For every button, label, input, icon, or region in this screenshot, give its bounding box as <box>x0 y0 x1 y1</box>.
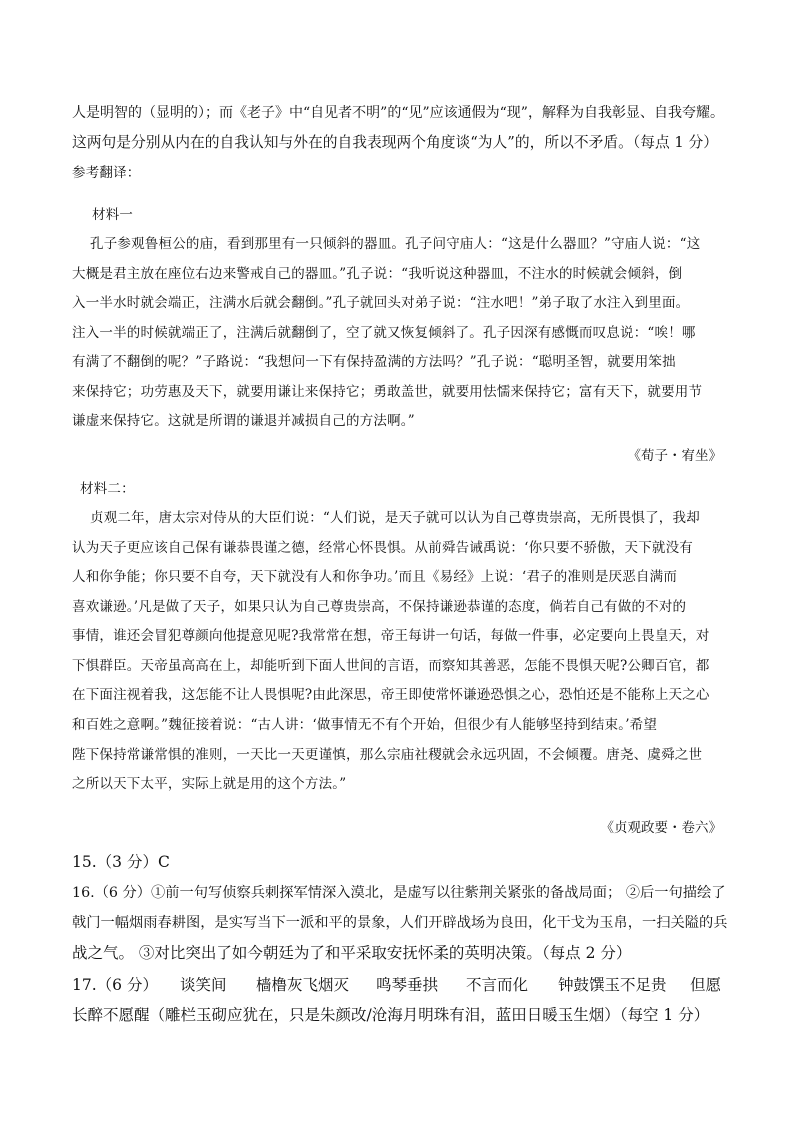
material1-line: 大概是君主放在座位右边来警戒自己的器皿。”孔子说：“我听说这种器皿，不注水的时候就会倾斜，倒 <box>72 266 683 282</box>
material1-line: 有满了不翻倒的呢？”子路说：“我想问一下有保持盈满的方法吗？”孔子说：“聪明圣智，就要用笨拙 <box>72 354 676 370</box>
answer-q16-line: 戟门一幅烟雨春耕图，是实写当下一派和平的景象，人们开辟战场为良田，化干戈为玉帛，一扫关隘的兵 <box>72 915 728 931</box>
material1-source: 《荀子・宥坐》 <box>627 448 722 464</box>
answer-q16-line: 战之气。 ③对比突出了如今朝廷为了和平采取安抚怀柔的英明决策。（每点 2 分） <box>72 944 632 962</box>
material1-line: 谦虚来保持它。这就是所谓的谦退并减损自己的方法啊。” <box>72 413 415 429</box>
material1-line: 孔子参观鲁桓公的庙，看到那里有一只倾斜的器皿。孔子问守庙人：“这是什么器皿？”守庙人说：“这 <box>90 236 701 252</box>
material2-line: 和百姓之意啊。”魏征接着说：“古人讲：‘做事情无不有个开始，但很少有人能够坚持到结束。’希望 <box>72 717 658 733</box>
answer-q17-line: 长醉不愿醒（雕栏玉砌应犹在，只是朱颜改/沧海月明珠有泪，蓝田日暖玉生烟）（每空 1 分） <box>72 1006 710 1024</box>
intro-line-2: 这两句是分别从内在的自我认知与外在的自我表现两个角度谈“为人”的，所以不矛盾。（每点 1 分） <box>72 134 718 151</box>
material2-line: 下惧群臣。天帝虽高高在上，却能听到下面人世间的言语，而察知其善恶，怎能不畏惧天呢?公卿百官，都 <box>72 658 710 674</box>
material2-line: 在下面注视着我，这怎能不让人畏惧呢?由此深思，帝王即使常怀谦逊恐惧之心，恐怕还是不能称上天之心 <box>72 687 710 703</box>
material1-line: 注入一半的时候就端正了，注满后就翻倒了，空了就又恢复倾斜了。孔子因深有感慨而叹息说：“唉！哪 <box>72 325 696 341</box>
answer-q17-item: 樯橹灰飞烟灭 <box>256 976 350 994</box>
material2-source: 《贞观政要・卷六》 <box>600 820 722 836</box>
material1-heading: 材料一 <box>92 207 134 223</box>
answer-q17-item: 但愿 <box>690 976 722 994</box>
answer-q17-item: 谈笑间 <box>180 976 227 994</box>
answer-q17-item: 钟鼓馔玉不足贵 <box>558 976 667 994</box>
answer-q17-item: 鸣琴垂拱 <box>376 976 439 994</box>
material1-line: 入一半水时就会端正，注满水后就会翻倒。”孔子就回头对弟子说：“注水吧！”弟子取了水注入到里面。 <box>72 295 690 311</box>
material2-line: 之所以天下太平，实际上就是用的这个方法。” <box>72 776 347 792</box>
material2-line: 贞观二年，唐太宗对侍从的大臣们说：“人们说，是天子就可以认为自己尊贵崇高，无所畏惧了，我却 <box>90 510 700 526</box>
material2-line: 陛下保持常谦常惧的准则，一天比一天更谨慎，那么宗庙社稷就会永远巩固，不会倾覆。唐尧、虞舜之世 <box>72 747 703 763</box>
answer-q16-line: 16.（6 分）①前一句写侦察兵刺探军情深入漠北，是虚写以往紫荆关紧张的备战局面； ②后一句描绘了 <box>72 885 726 901</box>
material2-line: 喜欢谦逊。’凡是做了天子，如果只认为自己尊贵崇高，不保持谦逊恭谨的态度，倘若自己有做的不对的 <box>72 599 687 615</box>
intro-line-1: 人是明智的（显明的）；而《老子》中“自见者不明”的“见”应该通假为“现”，解释为自我彰显、自我夸耀。 <box>72 105 724 121</box>
translation-heading: 参考翻译： <box>72 165 141 181</box>
answer-q15: 15.（3 分）C <box>72 853 170 871</box>
answer-q17-label: 17.（6 分） <box>72 976 158 994</box>
material2-line: 认为天子更应该自己保有谦恭畏谨之德，经常心怀畏惧。从前舜告诫禹说：‘你只要不骄傲，天下就没有 <box>72 540 693 556</box>
answer-q17-item: 不言而化 <box>466 976 529 994</box>
material2-line: 人和你争能；你只要不自夸，天下就没有人和你争功。’而且《易经》上说：‘君子的准则是厌恶自满而 <box>72 569 678 585</box>
material2-line: 事情，谁还会冒犯尊颜向他提意见呢?我常常在想，帝王每讲一句话，每做一件事，必定要向上畏皇天，对 <box>72 628 710 644</box>
material2-heading: 材料二： <box>80 481 135 497</box>
material1-line: 来保持它；功劳惠及天下，就要用谦让来保持它；勇敢盖世，就要用怯懦来保持它；富有天下，就要用节 <box>72 384 703 400</box>
